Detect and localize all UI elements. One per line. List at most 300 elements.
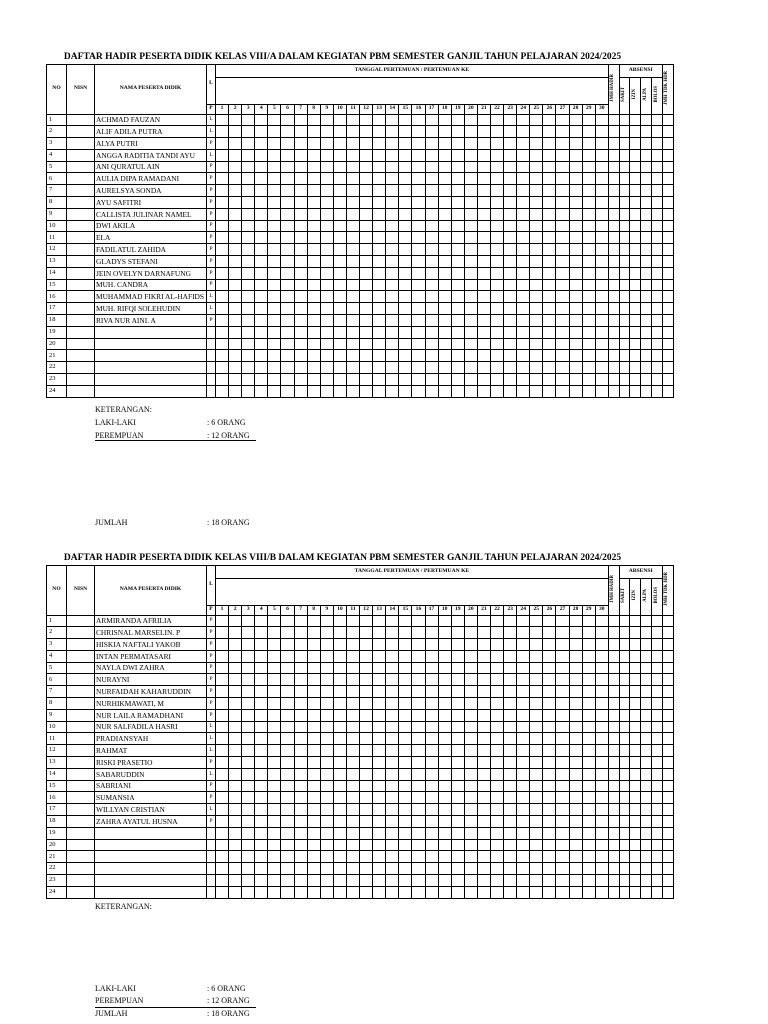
attendance-cell [255, 149, 268, 161]
attendance-cell [333, 244, 346, 256]
attendance-cell [346, 804, 359, 816]
attendance-cell [242, 709, 255, 721]
attendance-cell [255, 256, 268, 268]
attendance-cell [307, 863, 320, 875]
attendance-cell [412, 768, 425, 780]
gender-cell: P [207, 256, 216, 268]
attendance-cell [530, 745, 543, 757]
attendance-cell [386, 698, 399, 710]
attendance-cell [504, 768, 517, 780]
attendance-cell [582, 662, 595, 674]
attendance-cell [307, 650, 320, 662]
attendance-cell [333, 338, 346, 350]
attendance-cell [320, 244, 333, 256]
attendance-cell [255, 208, 268, 220]
attendance-cell [438, 839, 451, 851]
attendance-cell [412, 804, 425, 816]
attendance-cell [216, 709, 229, 721]
summary-cell [641, 768, 652, 780]
attendance-cell [333, 662, 346, 674]
attendance-cell [294, 768, 307, 780]
nisn-cell [67, 780, 95, 792]
row-number: 6 [47, 674, 67, 686]
nisn-cell [67, 291, 95, 303]
attendance-cell [582, 804, 595, 816]
attendance-cell [582, 709, 595, 721]
summary-cell [608, 114, 619, 126]
attendance-cell [504, 138, 517, 150]
attendance-cell [490, 256, 503, 268]
attendance-cell [517, 114, 530, 126]
attendance-cell [464, 792, 477, 804]
attendance-cell [504, 839, 517, 851]
row-number: 23 [47, 374, 67, 386]
attendance-cell [412, 745, 425, 757]
attendance-cell [373, 185, 386, 197]
nisn-cell [67, 149, 95, 161]
student-name: WILLYAN CRISTIAN [95, 804, 207, 816]
attendance-cell [242, 256, 255, 268]
attendance-cell [386, 780, 399, 792]
attendance-cell [360, 804, 373, 816]
summary-cell [662, 827, 673, 839]
attendance-cell [399, 804, 412, 816]
attendance-cell [386, 256, 399, 268]
attendance-cell [477, 875, 490, 887]
attendance-cell [268, 138, 281, 150]
row-number: 16 [47, 291, 67, 303]
attendance-cell [399, 745, 412, 757]
attendance-cell [464, 662, 477, 674]
meeting-number: 22 [490, 104, 503, 114]
attendance-cell [399, 244, 412, 256]
meeting-number: 20 [464, 605, 477, 615]
attendance-cell [307, 220, 320, 232]
attendance-cell [386, 385, 399, 397]
attendance-cell [464, 698, 477, 710]
attendance-cell [477, 698, 490, 710]
attendance-cell [399, 686, 412, 698]
attendance-cell [229, 256, 242, 268]
summary-cell [641, 733, 652, 745]
attendance-cell [255, 639, 268, 651]
summary-cell [619, 615, 630, 627]
attendance-cell [229, 721, 242, 733]
attendance-cell [464, 208, 477, 220]
attendance-cell [582, 721, 595, 733]
row-number: 13 [47, 256, 67, 268]
bolos-header [652, 77, 663, 114]
student-row [47, 745, 674, 757]
attendance-cell [595, 662, 608, 674]
attendance-cell [425, 338, 438, 350]
attendance-cell [595, 362, 608, 374]
attendance-cell [281, 138, 294, 150]
gender-l-header: L [207, 65, 216, 105]
attendance-cell [320, 639, 333, 651]
meeting-number: 17 [425, 104, 438, 114]
attendance-cell [399, 733, 412, 745]
attendance-cell [477, 709, 490, 721]
summary-cell [662, 244, 673, 256]
attendance-cell [360, 208, 373, 220]
perempuan-count: : 12 ORANG [207, 996, 250, 1005]
attendance-cell [268, 185, 281, 197]
meeting-header: TANGGAL PERTEMUAN / PERTEMUAN KE [216, 65, 609, 78]
student-row [47, 267, 674, 279]
meeting-date-band [216, 77, 609, 104]
attendance-cell [360, 185, 373, 197]
attendance-cell [543, 350, 556, 362]
attendance-cell [517, 138, 530, 150]
attendance-cell [569, 768, 582, 780]
attendance-cell [216, 851, 229, 863]
attendance-cell [294, 816, 307, 828]
attendance-cell [320, 804, 333, 816]
row-number: 3 [47, 639, 67, 651]
attendance-cell [320, 721, 333, 733]
absensi-header: ABSENSI [619, 566, 662, 579]
attendance-cell [333, 185, 346, 197]
student-row [47, 303, 674, 315]
attendance-cell [490, 208, 503, 220]
summary-cell [619, 839, 630, 851]
attendance-cell [216, 149, 229, 161]
summary-cell [630, 816, 641, 828]
attendance-cell [569, 827, 582, 839]
nisn-cell [67, 804, 95, 816]
summary-cell [630, 662, 641, 674]
nisn-cell [67, 816, 95, 828]
attendance-cell [360, 698, 373, 710]
attendance-cell [307, 615, 320, 627]
student-name: ANGGA RADITIA TANDI AYU [95, 149, 207, 161]
attendance-cell [438, 338, 451, 350]
summary-cell [652, 279, 663, 291]
attendance-cell [307, 733, 320, 745]
attendance-cell [255, 315, 268, 327]
student-name: JEIN OVELYN DARNAFUNG [95, 267, 207, 279]
attendance-cell [229, 161, 242, 173]
meeting-number: 18 [438, 104, 451, 114]
summary-cell [619, 886, 630, 898]
attendance-cell [386, 338, 399, 350]
summary-cell [641, 279, 652, 291]
attendance-cell [556, 315, 569, 327]
attendance-cell [477, 721, 490, 733]
attendance-cell [320, 315, 333, 327]
nisn-cell [67, 650, 95, 662]
student-name: AYU SAFITRI [95, 197, 207, 209]
attendance-cell [333, 674, 346, 686]
attendance-cell [399, 185, 412, 197]
attendance-cell [386, 303, 399, 315]
attendance-cell [373, 709, 386, 721]
attendance-cell [373, 674, 386, 686]
attendance-cell [517, 721, 530, 733]
attendance-cell [556, 161, 569, 173]
student-row [47, 851, 674, 863]
attendance-cell [438, 627, 451, 639]
attendance-cell [477, 291, 490, 303]
attendance-cell [490, 721, 503, 733]
summary-cell [652, 627, 663, 639]
attendance-cell [451, 161, 464, 173]
sakit-header [619, 578, 630, 615]
attendance-cell [412, 350, 425, 362]
attendance-cell [438, 745, 451, 757]
summary-cell [608, 816, 619, 828]
laki-laki-count: : 6 ORANG [207, 984, 246, 993]
attendance-cell [216, 839, 229, 851]
attendance-title-a: DAFTAR HADIR PESERTA DIDIK KELAS VIII/A DALAM KEGIATAN PBM SEMESTER GANJIL TAHUN PELAJARAN 2024/2025 [63, 52, 622, 62]
attendance-cell [451, 886, 464, 898]
summary-cell [652, 768, 663, 780]
attendance-cell [477, 267, 490, 279]
attendance-cell [360, 303, 373, 315]
attendance-cell [307, 114, 320, 126]
attendance-cell [504, 350, 517, 362]
attendance-cell [399, 256, 412, 268]
summary-cell [608, 615, 619, 627]
attendance-cell [490, 851, 503, 863]
attendance-cell [242, 208, 255, 220]
attendance-cell [242, 220, 255, 232]
attendance-cell [438, 138, 451, 150]
attendance-cell [268, 839, 281, 851]
student-name [95, 863, 207, 875]
attendance-cell [451, 374, 464, 386]
row-number: 24 [47, 385, 67, 397]
attendance-cell [438, 662, 451, 674]
attendance-cell [268, 615, 281, 627]
summary-cell [608, 721, 619, 733]
attendance-cell [373, 863, 386, 875]
attendance-cell [582, 792, 595, 804]
attendance-cell [412, 875, 425, 887]
student-name: AULIA DIPA RAMADANI [95, 173, 207, 185]
student-row [47, 161, 674, 173]
attendance-cell [438, 161, 451, 173]
attendance-cell [386, 114, 399, 126]
summary-cell [619, 792, 630, 804]
nisn-header: NISN [67, 65, 95, 115]
attendance-cell [333, 267, 346, 279]
summary-cell [619, 161, 630, 173]
student-row [47, 362, 674, 374]
attendance-cell [268, 197, 281, 209]
attendance-cell [346, 827, 359, 839]
attendance-cell [386, 886, 399, 898]
summary-cell [608, 149, 619, 161]
attendance-cell [373, 208, 386, 220]
attendance-cell [242, 303, 255, 315]
attendance-cell [530, 338, 543, 350]
summary-cell [652, 303, 663, 315]
attendance-cell [412, 315, 425, 327]
attendance-cell [412, 721, 425, 733]
header-row [47, 566, 674, 579]
attendance-cell [281, 674, 294, 686]
attendance-cell [242, 350, 255, 362]
attendance-cell [556, 615, 569, 627]
attendance-cell [307, 350, 320, 362]
attendance-cell [360, 827, 373, 839]
attendance-cell [582, 780, 595, 792]
attendance-cell [556, 185, 569, 197]
nisn-cell [67, 220, 95, 232]
attendance-cell [569, 326, 582, 338]
attendance-cell [504, 816, 517, 828]
jml-hadir-label: JMH HADIR [610, 74, 616, 102]
student-row [47, 662, 674, 674]
gender-cell [207, 338, 216, 350]
attendance-cell [229, 639, 242, 651]
attendance-cell [438, 875, 451, 887]
summary-cell [652, 114, 663, 126]
attendance-cell [268, 208, 281, 220]
attendance-cell [281, 650, 294, 662]
meeting-number: 5 [268, 104, 281, 114]
attendance-cell [373, 745, 386, 757]
student-name: CHRISNAL MARSELIN. P [95, 627, 207, 639]
attendance-cell [543, 627, 556, 639]
alpa-label: ALPA [642, 87, 648, 101]
attendance-cell [320, 662, 333, 674]
summary-cell [662, 362, 673, 374]
attendance-cell [294, 161, 307, 173]
attendance-cell [438, 303, 451, 315]
attendance-cell [294, 338, 307, 350]
perempuan-count: : 12 ORANG [207, 431, 250, 440]
gender-cell: P [207, 197, 216, 209]
attendance-cell [569, 138, 582, 150]
attendance-cell [517, 303, 530, 315]
attendance-cell [412, 827, 425, 839]
attendance-cell [229, 350, 242, 362]
attendance-cell [229, 627, 242, 639]
attendance-cell [386, 291, 399, 303]
attendance-cell [556, 851, 569, 863]
attendance-cell [412, 303, 425, 315]
attendance-cell [451, 851, 464, 863]
attendance-cell [477, 232, 490, 244]
attendance-cell [229, 338, 242, 350]
attendance-cell [346, 768, 359, 780]
attendance-cell [281, 385, 294, 397]
attendance-cell [477, 851, 490, 863]
attendance-cell [582, 839, 595, 851]
attendance-cell [569, 197, 582, 209]
attendance-cell [569, 267, 582, 279]
attendance-cell [464, 362, 477, 374]
attendance-cell [412, 627, 425, 639]
meeting-number: 11 [346, 104, 359, 114]
attendance-cell [477, 350, 490, 362]
attendance-cell [595, 220, 608, 232]
row-number: 21 [47, 350, 67, 362]
attendance-cell [242, 839, 255, 851]
attendance-cell [451, 698, 464, 710]
attendance-cell [412, 279, 425, 291]
attendance-cell [543, 385, 556, 397]
attendance-cell [386, 138, 399, 150]
attendance-cell [490, 374, 503, 386]
summary-cell [608, 757, 619, 769]
attendance-cell [438, 244, 451, 256]
attendance-cell [504, 863, 517, 875]
meeting-number: 7 [294, 605, 307, 615]
attendance-cell [294, 220, 307, 232]
gender-cell: P [207, 244, 216, 256]
attendance-cell [517, 315, 530, 327]
gender-cell: P [207, 686, 216, 698]
attendance-cell [294, 851, 307, 863]
attendance-cell [595, 757, 608, 769]
attendance-cell [504, 639, 517, 651]
summary-cell [652, 650, 663, 662]
attendance-cell [333, 792, 346, 804]
student-row [47, 827, 674, 839]
summary-cell [619, 385, 630, 397]
attendance-cell [333, 350, 346, 362]
summary-cell [619, 674, 630, 686]
attendance-cell [438, 886, 451, 898]
attendance-cell [281, 698, 294, 710]
attendance-cell [307, 721, 320, 733]
summary-cell [619, 686, 630, 698]
attendance-cell [373, 149, 386, 161]
student-name: NURHIKMAWATI, M [95, 698, 207, 710]
attendance-cell [451, 804, 464, 816]
attendance-cell [595, 745, 608, 757]
attendance-cell [346, 792, 359, 804]
attendance-cell [373, 138, 386, 150]
laki-laki-count: : 6 ORANG [207, 418, 246, 427]
attendance-cell [386, 362, 399, 374]
nisn-cell [67, 757, 95, 769]
attendance-cell [281, 161, 294, 173]
attendance-cell [281, 208, 294, 220]
student-row [47, 114, 674, 126]
summary-cell [619, 780, 630, 792]
attendance-cell [517, 780, 530, 792]
nisn-cell [67, 303, 95, 315]
attendance-cell [504, 686, 517, 698]
attendance-cell [556, 385, 569, 397]
attendance-cell [556, 256, 569, 268]
attendance-cell [464, 185, 477, 197]
attendance-cell [569, 126, 582, 138]
attendance-cell [490, 816, 503, 828]
izin-header [630, 77, 641, 114]
attendance-cell [569, 745, 582, 757]
attendance-cell [595, 208, 608, 220]
summary-cell [619, 698, 630, 710]
attendance-cell [412, 686, 425, 698]
summary-cell [641, 886, 652, 898]
gender-cell [207, 863, 216, 875]
attendance-cell [386, 757, 399, 769]
nisn-cell [67, 768, 95, 780]
attendance-cell [242, 816, 255, 828]
attendance-cell [464, 244, 477, 256]
attendance-cell [268, 768, 281, 780]
attendance-cell [582, 674, 595, 686]
attendance-cell [582, 208, 595, 220]
summary-cell [652, 161, 663, 173]
attendance-cell [464, 816, 477, 828]
